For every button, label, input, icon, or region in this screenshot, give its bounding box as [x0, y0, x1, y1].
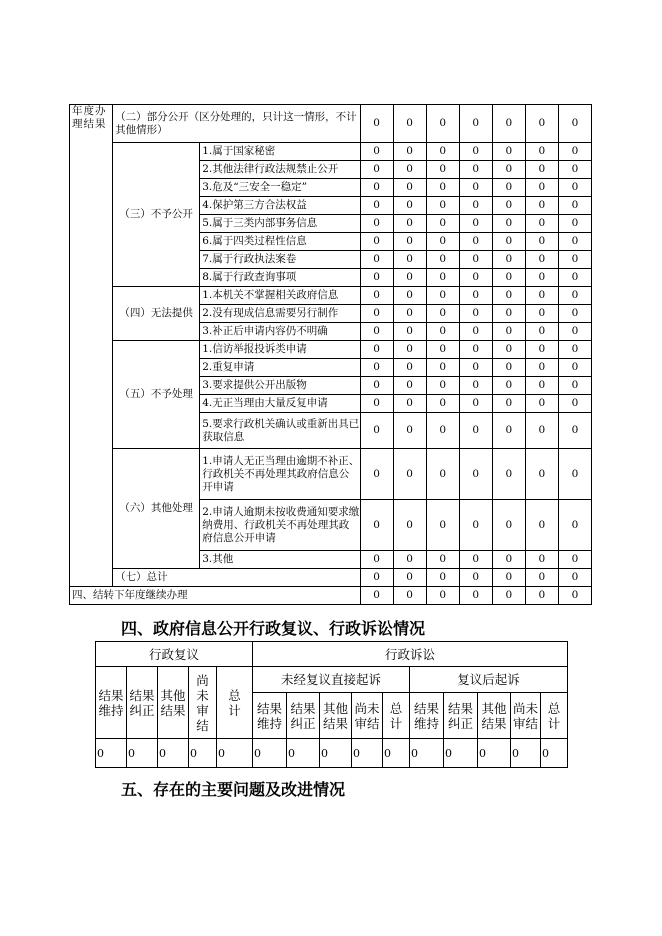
table-row: [70, 341, 592, 359]
value-cell: 0: [459, 449, 492, 500]
value-cell: 0: [426, 500, 459, 551]
review-col-2: 其他结果: [158, 667, 189, 739]
group-label: （三）不予公开: [113, 143, 200, 287]
row-label: 5.属于三类内部事务信息: [200, 215, 360, 233]
value-cell: 0: [492, 323, 525, 341]
row-label: 四、结转下年度继续办理: [70, 587, 361, 605]
group-label: （四）无法提供: [113, 287, 200, 341]
value-cell: 0: [426, 269, 459, 287]
value-cell: 0: [492, 377, 525, 395]
review-col-3: 尚未审结: [189, 667, 217, 739]
value-cell: 0: [320, 739, 352, 768]
value-cell: 0: [360, 341, 393, 359]
value-cell: 0: [459, 500, 492, 551]
value-cell: 0: [393, 161, 426, 179]
value-cell: 0: [426, 287, 459, 305]
value-cell: 0: [459, 395, 492, 413]
review-litigation-table: [95, 641, 568, 768]
value-cell: 0: [393, 105, 426, 143]
row-label: 1.属于国家秘密: [200, 143, 360, 161]
value-cell: 0: [360, 197, 393, 215]
value-cell: 0: [511, 739, 541, 768]
value-cell: 0: [96, 739, 127, 768]
table-row: [70, 569, 592, 587]
value-cell: 0: [525, 569, 558, 587]
value-cell: 0: [426, 143, 459, 161]
value-cell: 0: [393, 269, 426, 287]
value-cell: 0: [459, 359, 492, 377]
value-cell: 0: [383, 739, 410, 768]
value-cell: 0: [426, 551, 459, 569]
value-cell: 0: [525, 215, 558, 233]
value-cell: 0: [360, 305, 393, 323]
value-cell: 0: [426, 233, 459, 251]
value-cell: 0: [393, 305, 426, 323]
value-cell: 0: [360, 587, 393, 605]
value-cell: 0: [217, 739, 253, 768]
value-cell: 0: [525, 197, 558, 215]
value-cell: 0: [525, 413, 558, 449]
value-cell: 0: [525, 161, 558, 179]
value-cell: 0: [558, 500, 591, 551]
value-cell: 0: [525, 233, 558, 251]
value-cell: 0: [558, 287, 591, 305]
table-row: [70, 105, 592, 143]
value-cell: 0: [558, 179, 591, 197]
value-cell: 0: [360, 251, 393, 269]
value-cell: 0: [360, 143, 393, 161]
table-row: [96, 739, 568, 768]
value-cell: 0: [558, 197, 591, 215]
value-cell: 0: [558, 377, 591, 395]
value-cell: 0: [558, 305, 591, 323]
value-cell: 0: [525, 287, 558, 305]
value-cell: 0: [558, 395, 591, 413]
value-cell: 0: [558, 359, 591, 377]
value-cell: 0: [360, 323, 393, 341]
row-label: 5.要求行政机关确认或重新出具已获取信息: [200, 413, 360, 449]
value-cell: 0: [426, 395, 459, 413]
value-cell: 0: [459, 377, 492, 395]
value-cell: 0: [393, 251, 426, 269]
value-cell: 0: [459, 569, 492, 587]
value-cell: 0: [525, 587, 558, 605]
value-cell: 0: [492, 341, 525, 359]
group-label: （五）不予处理: [113, 341, 200, 449]
value-cell: 0: [459, 287, 492, 305]
value-cell: 0: [426, 251, 459, 269]
row-label: 1.本机关不掌握相关政府信息: [200, 287, 360, 305]
value-cell: 0: [426, 323, 459, 341]
after-col-3: 尚未审结: [511, 693, 541, 739]
value-cell: 0: [360, 215, 393, 233]
value-cell: 0: [558, 413, 591, 449]
after-col-2: 其他结果: [478, 693, 511, 739]
value-cell: 0: [393, 413, 426, 449]
direct-col-2: 其他结果: [320, 693, 352, 739]
value-cell: 0: [360, 413, 393, 449]
value-cell: 0: [525, 105, 558, 143]
value-cell: 0: [558, 143, 591, 161]
row-label: 4.无正当理由大量反复申请: [200, 395, 360, 413]
row-label: （二）部分公开（区分处理的，只计这一情形，不计其他情形）: [113, 105, 360, 143]
direct-col-4: 总计: [383, 693, 410, 739]
value-cell: 0: [393, 395, 426, 413]
value-cell: 0: [360, 233, 393, 251]
value-cell: 0: [525, 551, 558, 569]
value-cell: 0: [426, 161, 459, 179]
value-cell: 0: [426, 569, 459, 587]
section-4-title: 四、政府信息公开行政复议、行政诉讼情况: [121, 619, 426, 638]
row-label: 2.其他法律行政法规禁止公开: [200, 161, 360, 179]
direct-col-3: 尚未审结: [352, 693, 383, 739]
value-cell: 0: [558, 251, 591, 269]
row-label: 6.属于四类过程性信息: [200, 233, 360, 251]
row-label: 7.属于行政执法案卷: [200, 251, 360, 269]
value-cell: 0: [393, 500, 426, 551]
value-cell: 0: [492, 569, 525, 587]
value-cell: 0: [525, 449, 558, 500]
value-cell: 0: [492, 143, 525, 161]
value-cell: 0: [492, 359, 525, 377]
value-cell: 0: [352, 739, 383, 768]
value-cell: 0: [525, 269, 558, 287]
value-cell: 0: [558, 161, 591, 179]
value-cell: 0: [393, 551, 426, 569]
value-cell: 0: [492, 251, 525, 269]
value-cell: 0: [127, 739, 158, 768]
value-cell: 0: [492, 179, 525, 197]
direct-col-0: 结果维持: [253, 693, 287, 739]
value-cell: 0: [393, 197, 426, 215]
value-cell: 0: [492, 587, 525, 605]
value-cell: 0: [393, 359, 426, 377]
value-cell: 0: [459, 143, 492, 161]
section-5-title: 五、存在的主要问题及改进情况: [121, 780, 346, 799]
value-cell: 0: [525, 395, 558, 413]
row-label: 8.属于行政查询事项: [200, 269, 360, 287]
value-cell: 0: [558, 587, 591, 605]
value-cell: 0: [393, 233, 426, 251]
value-cell: 0: [459, 551, 492, 569]
value-cell: 0: [426, 359, 459, 377]
value-cell: 0: [426, 587, 459, 605]
value-cell: 0: [426, 215, 459, 233]
value-cell: 0: [459, 179, 492, 197]
value-cell: 0: [426, 179, 459, 197]
row-label: 2.没有现成信息需要另行制作: [200, 305, 360, 323]
value-cell: 0: [492, 305, 525, 323]
value-cell: 0: [426, 413, 459, 449]
value-cell: 0: [360, 287, 393, 305]
value-cell: 0: [426, 105, 459, 143]
value-cell: 0: [360, 569, 393, 587]
value-cell: 0: [426, 197, 459, 215]
litigation-header: 行政诉讼: [253, 642, 568, 667]
value-cell: 0: [360, 161, 393, 179]
value-cell: 0: [558, 551, 591, 569]
value-cell: 0: [492, 551, 525, 569]
direct-suit-header: 未经复议直接起诉: [253, 667, 410, 693]
value-cell: 0: [253, 739, 287, 768]
value-cell: 0: [360, 179, 393, 197]
after-review-header: 复议后起诉: [410, 667, 568, 693]
value-cell: 0: [189, 739, 217, 768]
value-cell: 0: [287, 739, 320, 768]
value-cell: 0: [492, 287, 525, 305]
value-cell: 0: [525, 305, 558, 323]
value-cell: 0: [459, 269, 492, 287]
value-cell: 0: [558, 569, 591, 587]
value-cell: 0: [492, 500, 525, 551]
value-cell: 0: [459, 161, 492, 179]
value-cell: 0: [558, 269, 591, 287]
group-label: （六）其他处理: [113, 449, 200, 569]
value-cell: 0: [459, 305, 492, 323]
value-cell: 0: [158, 739, 189, 768]
value-cell: 0: [492, 105, 525, 143]
value-cell: 0: [393, 287, 426, 305]
value-cell: 0: [393, 377, 426, 395]
value-cell: 0: [410, 739, 444, 768]
after-col-4: 总计: [541, 693, 568, 739]
table-row: [70, 587, 592, 605]
value-cell: 0: [492, 449, 525, 500]
value-cell: 0: [393, 569, 426, 587]
row-label: 3.危及“三安全一稳定”: [200, 179, 360, 197]
value-cell: 0: [459, 197, 492, 215]
value-cell: 0: [360, 551, 393, 569]
value-cell: 0: [459, 105, 492, 143]
row-label: 2.申请人逾期未按收费通知要求缴纳费用、行政机关不再处理其政府信息公开申请: [200, 500, 360, 551]
value-cell: 0: [459, 323, 492, 341]
value-cell: 0: [558, 341, 591, 359]
value-cell: 0: [426, 377, 459, 395]
value-cell: 0: [393, 587, 426, 605]
value-cell: 0: [426, 449, 459, 500]
row-label: 1.信访举报投诉类申请: [200, 341, 360, 359]
value-cell: 0: [492, 161, 525, 179]
review-col-4: 总计: [217, 667, 253, 739]
value-cell: 0: [360, 500, 393, 551]
value-cell: 0: [393, 341, 426, 359]
row-label: 2.重复申请: [200, 359, 360, 377]
after-col-1: 结果纠正: [444, 693, 478, 739]
value-cell: 0: [360, 269, 393, 287]
value-cell: 0: [444, 739, 478, 768]
value-cell: 0: [426, 305, 459, 323]
value-cell: 0: [525, 323, 558, 341]
disclosure-results-table: [69, 104, 592, 605]
value-cell: 0: [360, 449, 393, 500]
row-label: 4.保护第三方合法权益: [200, 197, 360, 215]
row-label: 3.补正后申请内容仍不明确: [200, 323, 360, 341]
review-header: 行政复议: [96, 642, 253, 667]
value-cell: 0: [492, 269, 525, 287]
row-label: 3.其他: [200, 551, 360, 569]
value-cell: 0: [525, 251, 558, 269]
value-cell: 0: [525, 359, 558, 377]
year-result-label: 年度办理结果: [70, 105, 113, 587]
value-cell: 0: [558, 215, 591, 233]
value-cell: 0: [393, 215, 426, 233]
direct-col-1: 结果纠正: [287, 693, 320, 739]
value-cell: 0: [459, 341, 492, 359]
value-cell: 0: [360, 105, 393, 143]
value-cell: 0: [459, 215, 492, 233]
value-cell: 0: [478, 739, 511, 768]
table-row: [70, 449, 592, 500]
review-col-0: 结果维持: [96, 667, 127, 739]
value-cell: 0: [393, 179, 426, 197]
value-cell: 0: [525, 377, 558, 395]
value-cell: 0: [360, 395, 393, 413]
table-row: [70, 287, 592, 305]
value-cell: 0: [393, 143, 426, 161]
value-cell: 0: [459, 587, 492, 605]
after-col-0: 结果维持: [410, 693, 444, 739]
value-cell: 0: [525, 341, 558, 359]
review-col-1: 结果纠正: [127, 667, 158, 739]
value-cell: 0: [492, 395, 525, 413]
value-cell: 0: [360, 377, 393, 395]
row-label: （七）总计: [113, 569, 360, 587]
value-cell: 0: [459, 413, 492, 449]
table-row: [70, 143, 592, 161]
value-cell: 0: [558, 105, 591, 143]
value-cell: 0: [558, 233, 591, 251]
value-cell: 0: [525, 143, 558, 161]
value-cell: 0: [525, 500, 558, 551]
value-cell: 0: [492, 215, 525, 233]
value-cell: 0: [492, 233, 525, 251]
value-cell: 0: [492, 197, 525, 215]
value-cell: 0: [459, 233, 492, 251]
value-cell: 0: [541, 739, 568, 768]
value-cell: 0: [525, 179, 558, 197]
value-cell: 0: [558, 449, 591, 500]
value-cell: 0: [459, 251, 492, 269]
value-cell: 0: [426, 341, 459, 359]
value-cell: 0: [393, 323, 426, 341]
value-cell: 0: [393, 449, 426, 500]
row-label: 1.申请人无正当理由逾期不补正、行政机关不再处理其政府信息公开申请: [200, 449, 360, 500]
value-cell: 0: [360, 359, 393, 377]
value-cell: 0: [492, 413, 525, 449]
row-label: 3.要求提供公开出版物: [200, 377, 360, 395]
value-cell: 0: [558, 323, 591, 341]
